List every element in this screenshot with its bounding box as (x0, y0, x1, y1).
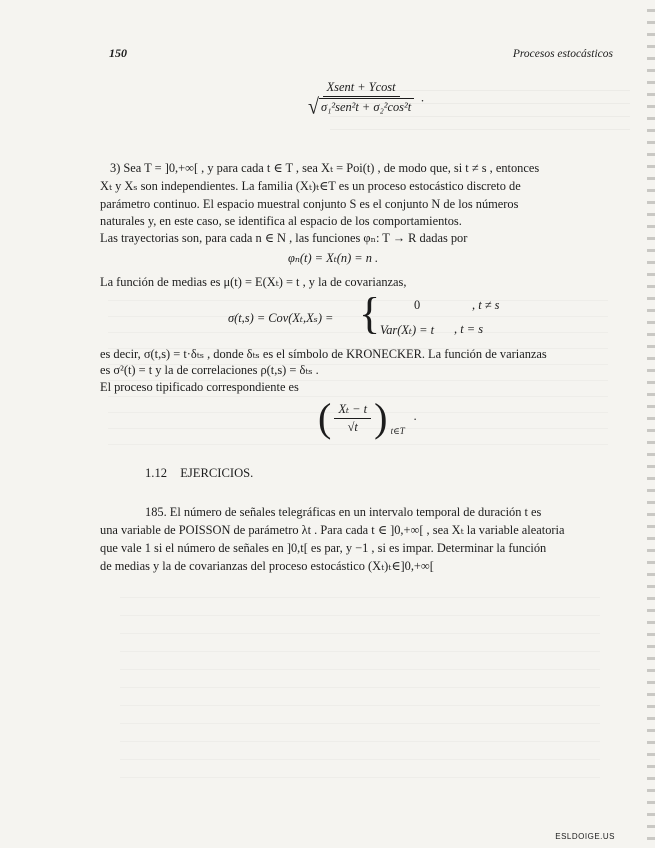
typified-numerator: Xₜ − t (334, 401, 371, 419)
item3-line3: parámetro continuo. El espacio muestral conjunto S es el conjunto N de los números (100, 197, 519, 211)
typified-tail: . (413, 409, 417, 424)
cov-case2-cond: , t = s (454, 322, 484, 336)
top-formula-numerator: Xsent + Ycost (323, 80, 400, 97)
exercise185-line2: una variable de POISSON de parámetro λt . Para cada t ∈ ]0,+∞[ , sea Xₜ la variable aleatoria (100, 523, 565, 537)
typified-denominator: √t (347, 419, 358, 434)
left-paren-icon: ( (318, 395, 332, 440)
running-title: Procesos estocásticos (512, 48, 613, 60)
item3-line4: naturales y, en este caso, se identifica al espacio de los comportamientos. (100, 214, 462, 228)
bleed-through-area-3 (120, 580, 600, 790)
exercise185-line1: 185. El número de señales telegráficas en un intervalo temporal de duración t es (145, 505, 542, 519)
page-number: 150 (109, 46, 127, 60)
item3-line1: 3) Sea T = ]0,+∞[ , y para cada t ∈ T , sea Xₜ = Poi(t) , de modo que, si t ≠ s , entonces (110, 161, 540, 175)
top-formula (304, 80, 425, 120)
cov-case2-value: Var(Xₜ) = t (380, 323, 435, 337)
top-formula-fraction (304, 80, 418, 120)
typified-subscript: t∈T (390, 426, 405, 437)
sqrt-icon: √ (308, 94, 319, 120)
top-formula-denominator (304, 94, 418, 120)
section-number: 1.12 (145, 466, 168, 480)
item3-line2: Xₜ y Xₛ son independientes. La familia (Xₜ)ₜ∈T es un proceso estocástico discreto de (100, 179, 521, 193)
trajectory-formula: φₙ(t) = Xₜ(n) = n . (288, 251, 379, 265)
top-formula-tail: . (421, 90, 425, 105)
right-paren-icon: ) (374, 395, 388, 440)
section-heading (145, 466, 253, 481)
typified-line: El proceso tipificado correspondiente es (100, 380, 299, 394)
sqrt-radicand: σ₁²sen²t + σ₂²cos²t (319, 98, 414, 116)
page-edge-shadow (647, 0, 655, 848)
section-title: EJERCICIOS. (180, 466, 254, 480)
covariance-lhs: σ(t,s) = Cov(Xₜ,Xₛ) = (228, 311, 334, 325)
left-brace-icon: { (359, 289, 381, 338)
kronecker-line2: es σ²(t) = t y la de correlaciones ρ(t,s) = δₜₛ . (100, 363, 319, 377)
means-line: La función de medias es μ(t) = E(Xₜ) = t , y la de covarianzas, (100, 275, 407, 289)
footer-watermark: ESLDOIGE.US (555, 832, 615, 841)
typified-formula (318, 394, 417, 441)
item3-line5: Las trayectorias son, para cada n ∈ N , las funciones φₙ: T → R dadas por (100, 231, 468, 245)
cov-case1-cond: , t ≠ s (472, 298, 500, 312)
kronecker-line1: es decir, σ(t,s) = t·δₜₛ , donde δₜₛ es el símbolo de KRONECKER. La función de varianzas (100, 347, 547, 361)
cov-case1-value: 0 (414, 298, 421, 312)
exercise185-line4: de medias y la de covarianzas del proceso estocástico (Xₜ)ₜ∈]0,+∞[ (100, 559, 434, 573)
typified-fraction (334, 401, 371, 435)
exercise185-line3: que vale 1 si el número de señales en ]0,t[ es par, y −1 , si es impar. Determinar la función (100, 541, 547, 555)
sqrt-radical (308, 94, 414, 120)
